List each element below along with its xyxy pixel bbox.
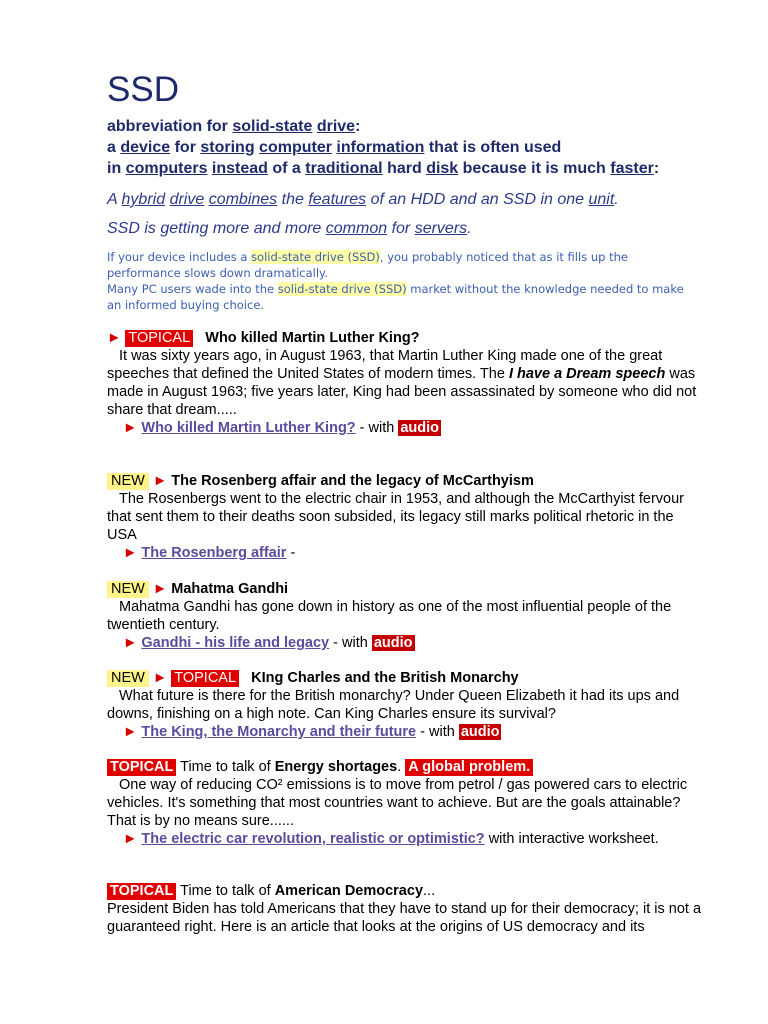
article-body: Mahatma Gandhi has gone down in history as one of the most influential people of the twentieth century. (107, 599, 672, 633)
topical-badge: TOPICAL (107, 759, 176, 776)
article-link[interactable]: The electric car revolution, realistic or optimistic? (141, 831, 485, 847)
text: If your device includes a (107, 250, 252, 264)
text: hard (382, 160, 427, 177)
new-badge: NEW (107, 581, 149, 598)
article-heading (107, 472, 707, 490)
text: - (286, 545, 296, 561)
arrow-icon: ► (152, 473, 168, 489)
article-body (107, 347, 707, 419)
text: Many PC users wade into the (107, 282, 278, 296)
text: of an HDD and an SSD in one (366, 191, 589, 208)
article-link-line (107, 544, 707, 562)
arrow-icon: ► (123, 545, 138, 561)
page-title: SSD (107, 70, 179, 109)
link-storing[interactable]: storing (200, 139, 255, 156)
definition-line-1 (107, 116, 659, 137)
article-mlk (107, 329, 707, 437)
text: Time to talk of (176, 759, 275, 775)
text: , you probably noticed that as it fills up the performance slows down dramatically. (107, 250, 628, 280)
text: ... (423, 883, 436, 899)
text: Time to talk of (176, 883, 275, 899)
article-rosenberg (107, 472, 707, 562)
link-computers[interactable]: computers (125, 160, 208, 177)
audio-badge[interactable]: audio (460, 724, 500, 740)
article-link-line (107, 634, 707, 652)
new-badge: NEW (107, 473, 149, 490)
text: - with (329, 635, 372, 651)
emphasis: I have a Dream speech (508, 366, 666, 382)
article-link-line (107, 830, 707, 848)
article-body: The Rosenbergs went to the electric chair in 1953, and although the McCarthyist fervour that sent them to their deaths soon subsided, its legacy still marks political rhetoric in the USA (107, 491, 684, 543)
link-device[interactable]: device (120, 139, 171, 156)
text: - with (416, 724, 459, 740)
link-solid-state[interactable]: solid-state (232, 118, 313, 135)
audio-badge[interactable]: audio (373, 635, 413, 651)
text: . (614, 191, 619, 208)
definition (107, 116, 659, 179)
text: a (107, 139, 121, 156)
article-link[interactable]: The King, the Monarchy and their future (141, 724, 417, 740)
text: : (653, 160, 660, 177)
arrow-icon: ► (123, 831, 138, 847)
text: A (107, 191, 122, 208)
article-link[interactable]: Gandhi - his life and legacy (141, 635, 330, 651)
article-body: What future is there for the British monarchy? Under Queen Elizabeth it had its ups and downs, finishing on a high note. Can King Charles ensure its survival? (107, 688, 680, 722)
arrow-icon: ► (107, 330, 122, 346)
arrow-icon: ► (123, 724, 138, 740)
link-traditional[interactable]: traditional (305, 160, 383, 177)
example-1 (107, 190, 619, 210)
text: in (107, 160, 126, 177)
example-2 (107, 219, 472, 239)
link-hybrid[interactable]: hybrid (121, 191, 166, 208)
topical-badge: TOPICAL (107, 883, 176, 900)
article-body: President Biden has told Americans that they have to stand up for their democracy; it is not a guaranteed right. Here is an article that looks at the origins of US democracy and its (107, 901, 702, 935)
link-servers[interactable]: servers (414, 220, 468, 237)
topical-badge: TOPICAL (171, 670, 239, 687)
arrow-icon: ► (123, 635, 138, 651)
link-unit[interactable]: unit (588, 191, 615, 208)
link-computer[interactable]: computer (259, 139, 332, 156)
audio-badge[interactable]: audio (400, 420, 440, 436)
link-instead[interactable]: instead (211, 160, 268, 177)
text: - with (355, 420, 399, 436)
definition-line-3 (107, 158, 659, 179)
article-body: One way of reducing CO² emissions is to move from petrol / gas powered cars to electric vehicles. It's something that most countries want to achieve. But are the goals attainable? That is by no means sure...... (107, 777, 688, 829)
text: of a (267, 160, 306, 177)
text: market without the knowledge needed to make an informed buying choice. (107, 282, 684, 312)
link-drive[interactable]: drive (316, 118, 356, 135)
article-link[interactable]: The Rosenberg affair (141, 545, 287, 561)
highlight: solid-state drive (SSD) (277, 282, 407, 296)
info-paragraph (107, 249, 697, 313)
text: was made in August 1963; five years later, King had been assassinated by someone who did not share that dream..... (107, 366, 697, 418)
link-disk[interactable]: disk (426, 160, 459, 177)
link-common[interactable]: common (325, 220, 388, 237)
info-line-1 (107, 249, 697, 281)
article-charles (107, 669, 707, 741)
text: that is often used (424, 139, 562, 156)
new-badge: NEW (107, 670, 149, 687)
link-combines[interactable]: combines (208, 191, 278, 208)
arrow-icon: ► (123, 420, 138, 436)
heading-text: The Rosenberg affair and the legacy of McCarthyism (171, 473, 534, 489)
arrow-icon: ► (152, 670, 168, 686)
article-energy (107, 758, 707, 848)
global-problem-badge: A global problem. (405, 759, 533, 776)
article-link[interactable]: Who killed Martin Luther King? (141, 420, 356, 436)
article-link-line (107, 723, 707, 741)
text: for (387, 220, 415, 237)
bold-text: American Democracy (274, 883, 424, 899)
text: abbreviation for (107, 118, 233, 135)
heading-text: Who killed Martin Luther King? (205, 330, 420, 346)
article-democracy (107, 882, 707, 936)
heading-text: KIng Charles and the British Monarchy (251, 670, 519, 686)
link-information[interactable]: information (336, 139, 425, 156)
article-link-line (107, 419, 707, 437)
highlight: solid-state drive (SSD) (251, 250, 380, 264)
link-features[interactable]: features (308, 191, 367, 208)
text: . (467, 220, 472, 237)
text: SSD is getting more and more (107, 220, 326, 237)
article-heading (107, 669, 707, 687)
heading-text: Mahatma Gandhi (171, 581, 289, 597)
link-faster[interactable]: faster (610, 160, 654, 177)
arrow-icon: ► (152, 581, 168, 597)
text: . (397, 759, 406, 775)
info-line-2 (107, 281, 697, 313)
text: because it is much (458, 160, 611, 177)
text: It was sixty years ago, in August 1963, that Martin Luther King made one of the great speeches that defined the United States of modern times. The (107, 348, 663, 382)
article-heading (107, 329, 707, 347)
text: the (277, 191, 309, 208)
text: for (170, 139, 201, 156)
text: with interactive worksheet. (484, 831, 659, 847)
article-heading (107, 758, 707, 776)
article-heading (107, 580, 707, 598)
link-drive-2[interactable]: drive (169, 191, 205, 208)
article-heading (107, 882, 707, 900)
definition-line-2 (107, 137, 659, 158)
article-gandhi (107, 580, 707, 652)
bold-text: Energy shortages (274, 759, 398, 775)
topical-badge: TOPICAL (125, 330, 193, 347)
text: : (355, 118, 361, 135)
